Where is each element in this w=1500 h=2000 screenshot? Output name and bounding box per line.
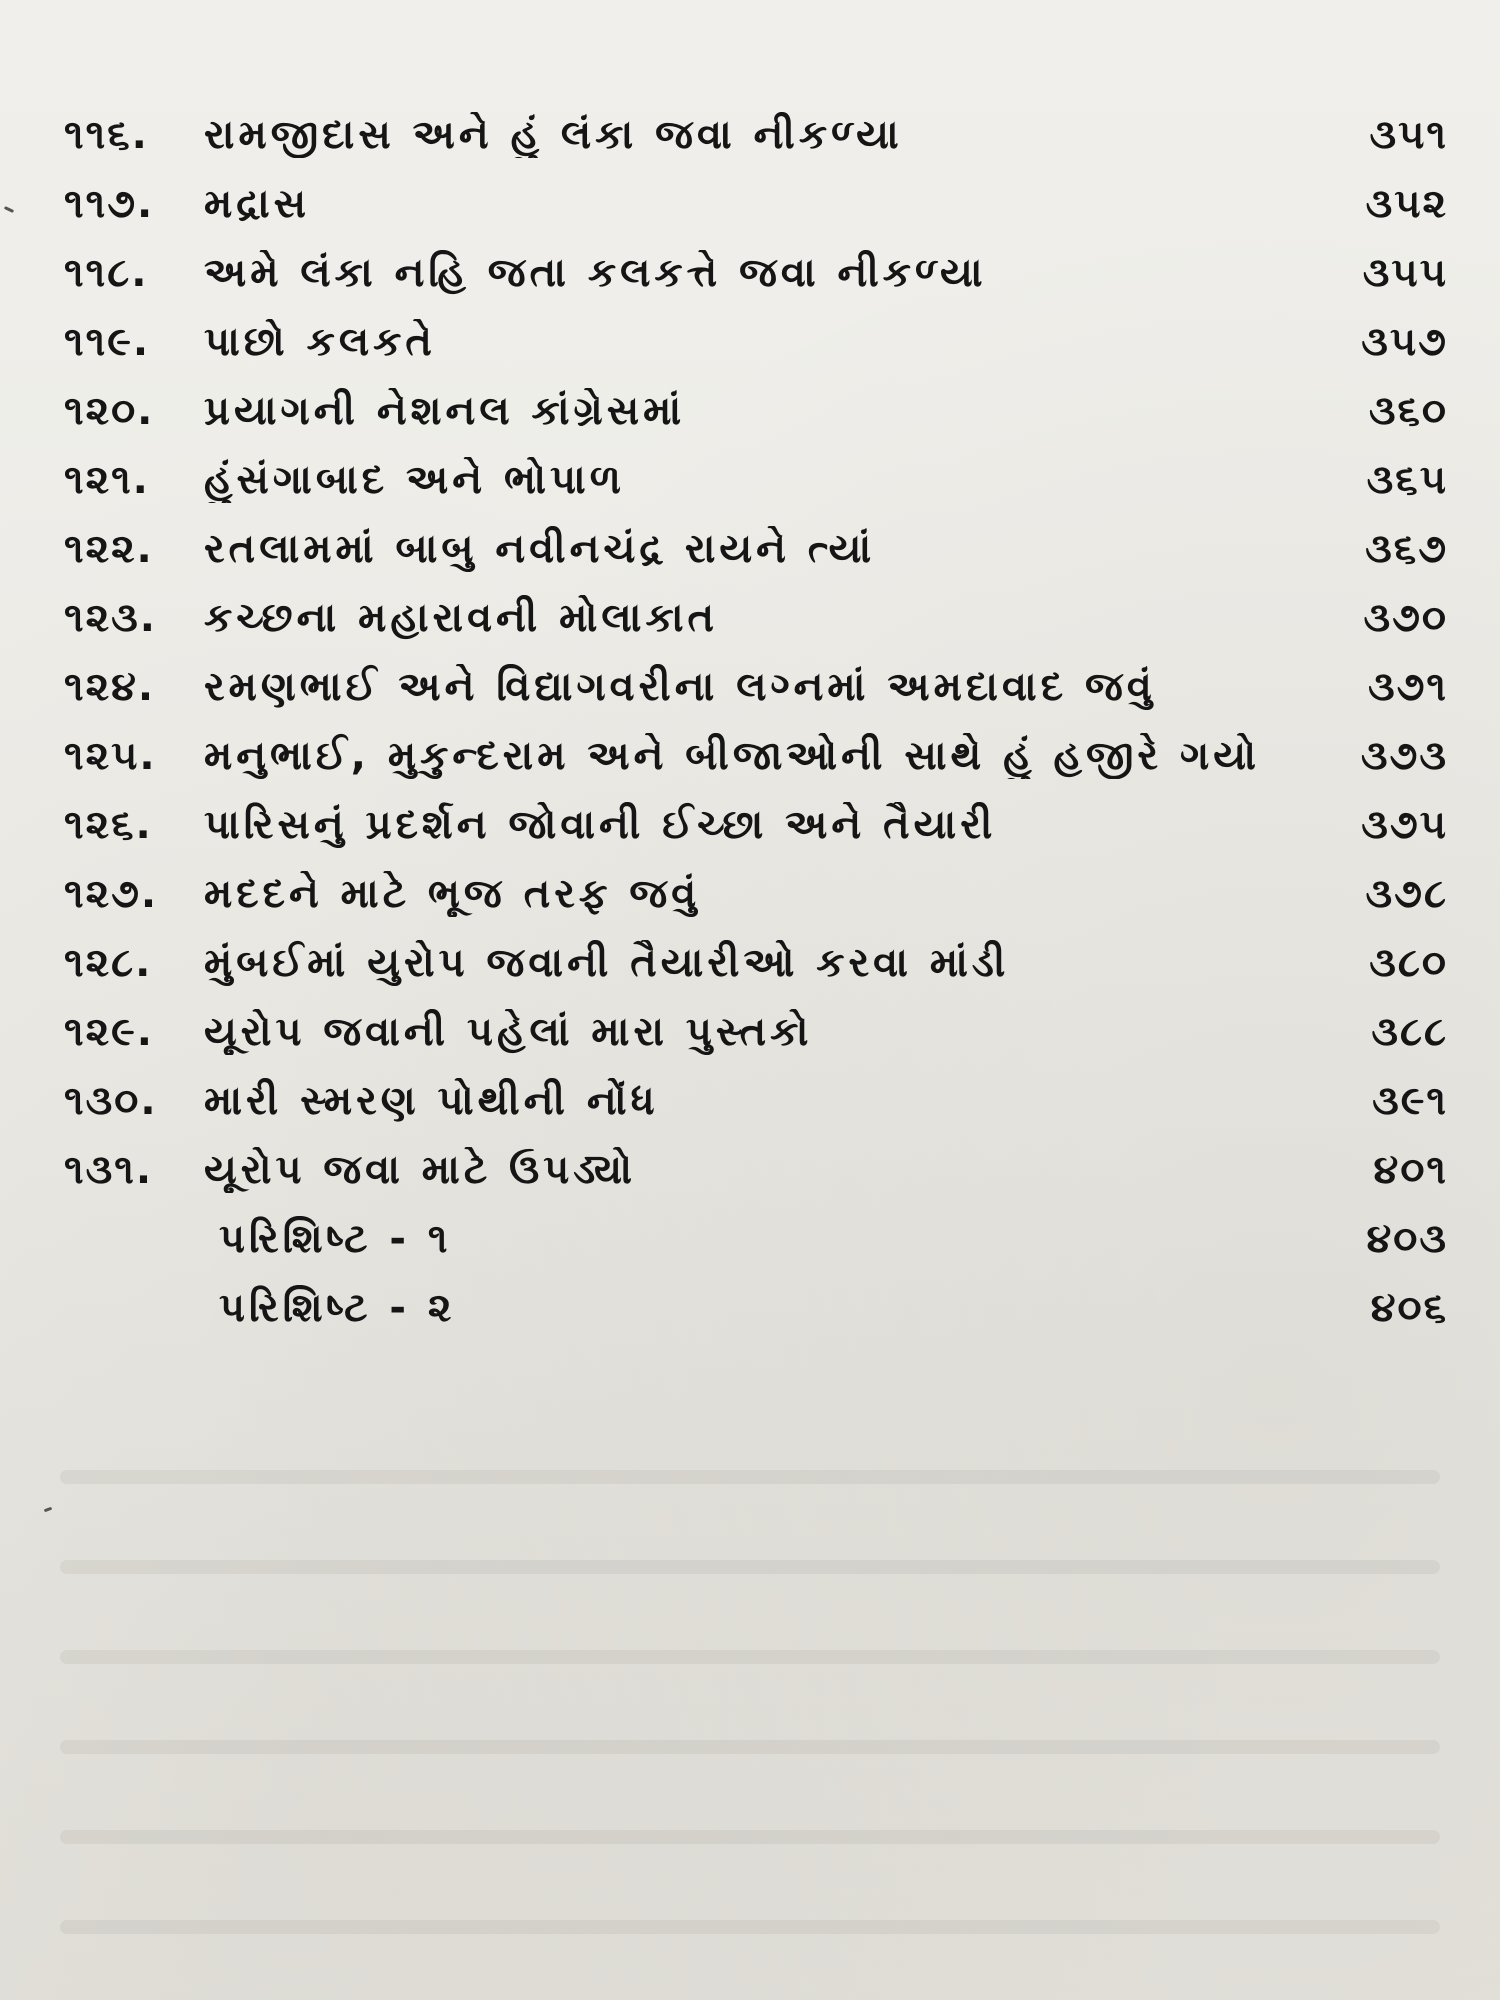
toc-entry — [64, 181, 1464, 250]
chapter-title: રતલામમાં બાબુ નવીનચંદ્ર રાયને ત્યાં — [204, 526, 876, 572]
chapter-number: ૧૨૫. — [64, 733, 157, 779]
chapter-number: ૧૧૯. — [64, 319, 151, 365]
page-number: ૩૫૭ — [1361, 319, 1448, 365]
chapter-title: રમણભાઈ અને વિદ્યાગવરીના લગ્નમાં અમદાવાદ જવું — [204, 664, 1156, 710]
chapter-title: કચ્છના મહારાવની મોલાકાત — [204, 595, 719, 641]
toc-entry — [64, 1147, 1464, 1216]
toc-entry-appendix — [64, 1216, 1464, 1285]
toc-entry — [64, 1078, 1464, 1147]
chapter-title: અમે લંકા નહિ જતા કલકત્તે જવા નીકળ્યા — [204, 250, 987, 296]
page-number: ૩૭૫ — [1361, 802, 1448, 848]
chapter-title: યૂરોપ જવા માટે ઉપડ્યો — [204, 1147, 637, 1193]
page-number: ૩૭૦ — [1363, 595, 1448, 641]
chapter-number: ૧૩૦. — [64, 1078, 158, 1124]
toc-entry — [64, 664, 1464, 733]
bleed-through-band — [60, 1920, 1440, 1934]
page-number: ૩૯૧ — [1372, 1078, 1448, 1124]
page-number: ૪૦૬ — [1370, 1285, 1448, 1331]
page-number: ૩૫૫ — [1362, 250, 1448, 296]
table-of-contents — [64, 112, 1464, 1354]
bleed-through-band — [60, 1740, 1440, 1754]
bleed-through-band — [60, 1470, 1440, 1484]
page-number: ૩૮૦ — [1369, 940, 1448, 986]
chapter-title: મદદને માટે ભૂજ તરફ જવું — [204, 871, 701, 917]
chapter-title: મદ્રાસ — [204, 181, 311, 227]
toc-entry — [64, 112, 1464, 181]
chapter-title: મનુભાઈ, મુકુન્દરામ અને બીજાઓની સાથે હું હજીરે ગયો — [204, 733, 1260, 779]
toc-entry — [64, 250, 1464, 319]
toc-entry — [64, 940, 1464, 1009]
page-number: ૩૬૦ — [1368, 388, 1448, 434]
toc-entry — [64, 595, 1464, 664]
print-speck — [4, 206, 14, 213]
page-number: ૩૮૮ — [1371, 1009, 1448, 1055]
toc-entry — [64, 319, 1464, 388]
page-number: ૩૭૮ — [1365, 871, 1448, 917]
chapter-title: રામજીદાસ અને હું લંકા જવા નીકળ્યા — [204, 112, 903, 158]
page-number: ૪૦૩ — [1366, 1216, 1448, 1262]
page-number: ૩૭૧ — [1367, 664, 1448, 710]
toc-entry — [64, 733, 1464, 802]
bleed-through-band — [60, 1830, 1440, 1844]
chapter-title: મુંબઈમાં યુરોપ જવાની તૈયારીઓ કરવા માંડી — [204, 940, 1010, 986]
chapter-number: ૧૨૧. — [64, 457, 150, 503]
appendix-title: પરિશિષ્ટ - ૨ — [219, 1285, 456, 1331]
chapter-title: હુંસંગાબાદ અને ભોપાળ — [204, 457, 625, 503]
chapter-number: ૧૧૬. — [64, 112, 149, 158]
page-number: ૩૭૩ — [1360, 733, 1448, 779]
chapter-number: ૧૩૧. — [64, 1147, 154, 1193]
bleed-through-band — [60, 1650, 1440, 1664]
toc-entry — [64, 457, 1464, 526]
chapter-title: યૂરોપ જવાની પહેલાં મારા પુસ્તકો — [204, 1009, 813, 1055]
chapter-number: ૧૨૮. — [64, 940, 153, 986]
page-number: ૩૬૭ — [1365, 526, 1448, 572]
page-number: ૩૫૨ — [1365, 181, 1448, 227]
page-number: ૪૦૧ — [1373, 1147, 1448, 1193]
appendix-title: પરિશિષ્ટ - ૧ — [219, 1216, 452, 1262]
bleed-through-band — [60, 1560, 1440, 1574]
chapter-number: ૧૨૬. — [64, 802, 153, 848]
chapter-number: ૧૨૯. — [64, 1009, 154, 1055]
print-speck — [44, 1507, 53, 1513]
toc-entry — [64, 526, 1464, 595]
toc-entry — [64, 1009, 1464, 1078]
chapter-number: ૧૨૭. — [64, 871, 159, 917]
chapter-title: મારી સ્મરણ પોથીની નોંધ — [204, 1078, 659, 1124]
chapter-title: પારિસનું પ્રદર્શન જોવાની ઈચ્છા અને તૈયારી — [204, 802, 997, 848]
page-number: ૩૬૫ — [1366, 457, 1448, 503]
chapter-number: ૧૨૩. — [64, 595, 157, 641]
chapter-number: ૧૧૮. — [64, 250, 149, 296]
chapter-number: ૧૧૭. — [64, 181, 155, 227]
chapter-number: ૧૨૪. — [64, 664, 156, 710]
chapter-number: ૧૨૨. — [64, 526, 154, 572]
chapter-title: પાછો કલકતે — [204, 319, 436, 365]
toc-entry-appendix — [64, 1285, 1464, 1354]
chapter-number: ૧૨૦. — [64, 388, 155, 434]
page-number: ૩૫૧ — [1369, 112, 1448, 158]
toc-entry — [64, 802, 1464, 871]
chapter-title: પ્રયાગની નેશનલ કાંગ્રેસમાં — [204, 388, 686, 434]
toc-entry — [64, 871, 1464, 940]
toc-entry — [64, 388, 1464, 457]
